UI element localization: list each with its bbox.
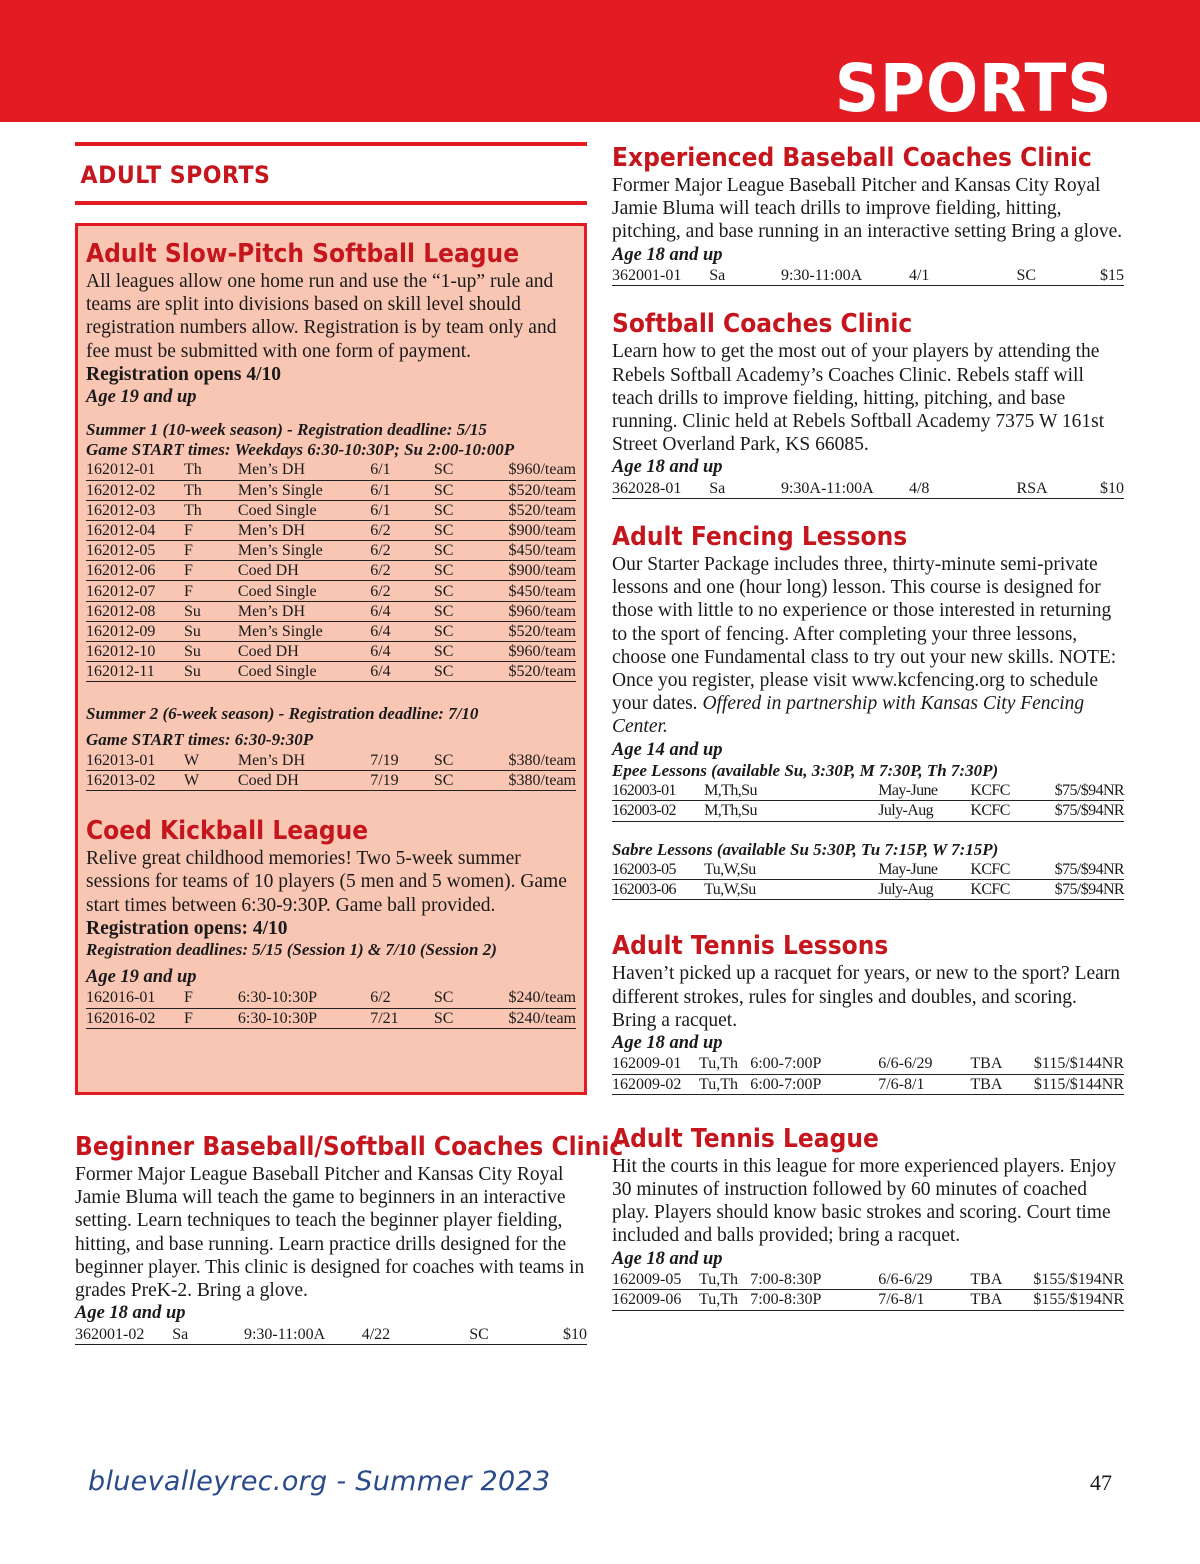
course-number: 162009-06 [612, 1290, 699, 1310]
program-description: Former Major League Baseball Pitcher and Kansas City Royal Jamie Bluma will teach the game to beginners in an interactive setting. Learn techniques to teach the beginner player fielding, hitting, and base running. Learn practice drills designed for the beginner player. This clinic is designed for coaches with teams in grades PreK-2. Bring a glove. [75, 1164, 585, 1302]
schedule-row [612, 801, 1124, 821]
schedule-cell: Th [184, 500, 238, 520]
age-requirement: Age 14 and up [612, 739, 723, 760]
schedule-cell: SC [434, 601, 488, 621]
schedule-cell: 9:30A-11:00A [781, 478, 909, 498]
course-number: 162003-01 [612, 781, 704, 801]
course-number: 162009-01 [612, 1054, 699, 1074]
program-title: Adult Tennis League [612, 1123, 879, 1154]
age-requirement: Age 19 and up [86, 966, 197, 987]
schedule-table [612, 1054, 1124, 1095]
schedule-cell: KCFC [970, 801, 1042, 821]
schedule-cell: July-Aug [878, 880, 970, 900]
course-fee: $960/team [488, 460, 576, 480]
registration-deadlines: Registration deadlines: 5/15 (Session 1) & 7/10 (Session 2) [86, 939, 497, 959]
course-number: 162016-02 [86, 1008, 184, 1028]
section-heading: ADULT SPORTS [80, 161, 271, 189]
schedule-row [612, 478, 1124, 498]
schedule-cell: 9:30-11:00A [781, 266, 909, 286]
schedule-cell: F [184, 581, 238, 601]
schedule-row [86, 662, 576, 682]
page-number: 47 [1090, 1470, 1112, 1495]
schedule-row [612, 781, 1124, 801]
course-fee: $75/$94NR [1042, 781, 1124, 801]
schedule-cell: Men’s DH [238, 601, 370, 621]
course-number: 162013-01 [86, 750, 184, 770]
program-description: All leagues allow one home run and use the “1-up” rule and teams are split into divisions based on skill level should registration numbers allow. Registration is by team only and fee must be submitted with one form of payment. [86, 271, 557, 362]
schedule-cell: 7/6-8/1 [878, 1074, 970, 1094]
course-fee: $10 [1078, 478, 1124, 498]
schedule-cell: Th [184, 460, 238, 480]
schedule-row [612, 880, 1124, 900]
schedule-cell: W [184, 750, 238, 770]
course-fee: $960/team [488, 601, 576, 621]
schedule-cell: Sa [172, 1324, 244, 1344]
schedule-cell: 7/21 [370, 1008, 434, 1028]
course-number: 162012-05 [86, 541, 184, 561]
schedule-cell: F [184, 541, 238, 561]
course-number: 362001-02 [75, 1324, 172, 1344]
kickball-program [86, 815, 576, 1028]
fencing-program [612, 521, 1124, 900]
age-requirement: Age 18 and up [612, 1248, 723, 1269]
age-requirement: Age 18 and up [612, 244, 723, 265]
schedule-cell: Men’s DH [238, 750, 370, 770]
course-fee: $155/$194NR [1033, 1271, 1124, 1289]
schedule-cell: SC [434, 662, 488, 682]
course-number: 162012-09 [86, 621, 184, 641]
schedule-cell: 7/19 [370, 750, 434, 770]
schedule-cell: May-June [878, 860, 970, 880]
schedule-table [612, 860, 1124, 901]
schedule-cell: Coed DH [238, 771, 370, 791]
schedule-cell: F [184, 1008, 238, 1028]
course-fee: $155/$194NR [1033, 1291, 1124, 1309]
softball-program [86, 238, 576, 791]
game-times: Game START times: Weekdays 6:30-10:30P; Su 2:00-10:00P [86, 439, 515, 459]
schedule-row [612, 1290, 1124, 1310]
schedule-cell: 6/6-6/29 [878, 1270, 970, 1290]
course-number: 162009-05 [612, 1270, 699, 1290]
schedule-cell: 6/4 [370, 621, 434, 641]
softball-clinic-program [612, 308, 1124, 499]
schedule-row [612, 1054, 1124, 1074]
schedule-cell: 4/22 [362, 1324, 470, 1344]
schedule-cell: 6/4 [370, 642, 434, 662]
schedule-row [86, 601, 576, 621]
schedule-cell: 6/2 [370, 541, 434, 561]
schedule-row [86, 500, 576, 520]
schedule-table [612, 266, 1124, 287]
schedule-cell: Men’s Single [238, 621, 370, 641]
schedule-cell: 7:00-8:30P [750, 1270, 878, 1290]
schedule-cell: SC [434, 561, 488, 581]
schedule-cell: SC [434, 750, 488, 770]
program-title: Adult Tennis Lessons [612, 931, 889, 962]
schedule-cell: Men’s DH [238, 520, 370, 540]
schedule-cell: 7/19 [370, 771, 434, 791]
schedule-row [86, 460, 576, 480]
program-description: Relive great childhood memories! Two 5-week summer sessions for teams of 10 players (5 men and 5 women). Game start times between 6:30-9:30P. Game ball provided. [86, 848, 567, 916]
course-fee: $900/team [488, 520, 576, 540]
course-fee: $960/team [488, 642, 576, 662]
schedule-cell: 6/1 [370, 500, 434, 520]
schedule-cell: SC [434, 460, 488, 480]
schedule-row [86, 621, 576, 641]
schedule-cell: 4/8 [909, 478, 1017, 498]
course-number: 162012-02 [86, 480, 184, 500]
schedule-row [612, 860, 1124, 880]
schedule-cell: SC [434, 480, 488, 500]
schedule-cell: 6/4 [370, 662, 434, 682]
header-banner [0, 0, 1200, 127]
course-fee: $520/team [488, 621, 576, 641]
course-number: 162003-02 [612, 801, 704, 821]
schedule-cell: SC [434, 642, 488, 662]
schedule-cell: Tu,Th [699, 1290, 750, 1310]
schedule-cell: KCFC [970, 860, 1042, 880]
schedule-row [86, 480, 576, 500]
schedule-cell: 4/1 [909, 266, 1017, 286]
schedule-cell: 6/1 [370, 480, 434, 500]
registration-opens: Registration opens 4/10 [86, 363, 281, 385]
course-number: 362028-01 [612, 478, 709, 498]
schedule-cell: SC [434, 1008, 488, 1028]
course-fee: $240/team [488, 1008, 576, 1028]
course-number: 162013-02 [86, 771, 184, 791]
schedule-cell: TBA [970, 1290, 1031, 1310]
schedule-table [86, 460, 576, 683]
season-heading: Summer 1 (10-week season) - Registration deadline: 5/15 [86, 419, 487, 439]
schedule-row [86, 642, 576, 662]
schedule-cell: 7/6-8/1 [878, 1290, 970, 1310]
experienced-clinic-program [612, 142, 1124, 286]
schedule-cell: SC [434, 541, 488, 561]
schedule-cell: Men’s Single [238, 480, 370, 500]
course-number: 162003-05 [612, 860, 704, 880]
schedule-cell: Su [184, 662, 238, 682]
schedule-table [86, 750, 576, 791]
course-number: 162003-06 [612, 880, 704, 900]
course-number: 162012-03 [86, 500, 184, 520]
beginner-clinic-program [75, 1131, 624, 1345]
course-fee: $10 [531, 1324, 587, 1344]
schedule-cell: Men’s DH [238, 460, 370, 480]
schedule-table [86, 988, 576, 1029]
course-fee: $115/$144NR [1032, 1074, 1124, 1094]
course-number: 162016-01 [86, 988, 184, 1008]
schedule-cell: KCFC [970, 781, 1042, 801]
schedule-cell: 6/2 [370, 561, 434, 581]
footer-site: bluevalleyrec.org - Summer 2023 [88, 1466, 551, 1497]
tennis-lessons-program [612, 930, 1124, 1094]
schedule-cell: SC [434, 771, 488, 791]
schedule-cell: SC [434, 621, 488, 641]
schedule-cell: 6/2 [370, 988, 434, 1008]
schedule-cell: Coed DH [238, 642, 370, 662]
course-number: 162009-02 [612, 1074, 699, 1094]
schedule-cell: Coed Single [238, 662, 370, 682]
schedule-cell: 6/2 [370, 520, 434, 540]
course-fee: $380/team [488, 750, 576, 770]
program-description: Hit the courts in this league for more experienced players. Enjoy 30 minutes of instruction followed by 60 minutes of coached play. Players should know basic strokes and scoring. Court time included and balls provided; bring a racquet. [612, 1155, 1117, 1247]
season-heading: Summer 2 (6-week season) - Registration deadline: 7/10 [86, 704, 479, 724]
schedule-cell: 6/2 [370, 581, 434, 601]
schedule-cell: Su [184, 642, 238, 662]
tennis-league-program [612, 1123, 1124, 1311]
registration-opens: Registration opens: 4/10 [86, 917, 288, 939]
course-fee: $380/team [488, 771, 576, 791]
league-box [75, 223, 587, 1095]
course-fee: $75/$94NR [1042, 801, 1124, 821]
schedule-row [86, 771, 576, 791]
schedule-row [86, 988, 576, 1008]
page-title: SPORTS [834, 50, 1112, 127]
program-title: Adult Slow-Pitch Softball League [86, 239, 520, 269]
course-number: 362001-01 [612, 266, 709, 286]
course-number: 162012-08 [86, 601, 184, 621]
schedule-cell: SC [434, 988, 488, 1008]
program-title: Softball Coaches Clinic [612, 309, 913, 340]
schedule-row [612, 266, 1124, 286]
schedule-cell: 6:00-7:00P [750, 1054, 878, 1074]
age-requirement: Age 19 and up [86, 386, 197, 407]
schedule-cell: TBA [970, 1054, 1031, 1074]
partner-note: Offered in partnership with Kansas City Fencing Center. [612, 693, 1085, 738]
schedule-cell: Su [184, 601, 238, 621]
schedule-cell: SC [1016, 266, 1077, 286]
schedule-table [612, 781, 1124, 822]
course-fee: $240/team [488, 988, 576, 1008]
schedule-cell: Tu,Th [699, 1054, 750, 1074]
schedule-cell: SC [469, 1324, 530, 1344]
program-description [612, 553, 1124, 739]
schedule-cell: Tu,W,Su [704, 860, 878, 880]
program-title: Coed Kickball League [86, 816, 369, 847]
schedule-cell: M,Th,Su [704, 801, 878, 821]
schedule-cell: Men’s Single [238, 541, 370, 561]
schedule-table [612, 1270, 1124, 1311]
schedule-cell: 6:00-7:00P [750, 1074, 878, 1094]
schedule-cell: Su [184, 621, 238, 641]
schedule-table [75, 1324, 587, 1345]
age-requirement: Age 18 and up [612, 457, 723, 478]
course-number: 162012-07 [86, 581, 184, 601]
program-title: Beginner Baseball/Softball Coaches Clinic [75, 1132, 624, 1162]
schedule-cell: TBA [970, 1074, 1031, 1094]
schedule-cell: F [184, 520, 238, 540]
schedule-cell: Sa [709, 266, 781, 286]
schedule-cell: 6/1 [370, 460, 434, 480]
right-column [612, 142, 1124, 1311]
course-fee: $75/$94NR [1042, 860, 1124, 880]
course-fee: $520/team [488, 480, 576, 500]
schedule-row [86, 520, 576, 540]
program-description: Former Major League Baseball Pitcher and Kansas City Royal Jamie Bluma will teach drills to improve fielding, hitting, pitching, and base running in an interactive setting Bring a glove. [612, 175, 1123, 243]
schedule-cell: 6/6-6/29 [878, 1054, 970, 1074]
schedule-cell: SC [434, 581, 488, 601]
schedule-row [86, 541, 576, 561]
schedule-cell: SC [434, 500, 488, 520]
course-number: 162012-10 [86, 642, 184, 662]
age-requirement: Age 18 and up [75, 1303, 186, 1324]
description-text: Our Starter Package includes three, thirty-minute semi-private lessons and one (hour long) lesson. This course is designed for those with little to no experience or those interested in returning to the sport of fencing. After completing your three lessons, choose one Fundamental class to try out your new skills. NOTE: Once you register, please visit www.kcfencing.org to schedule your dates. [612, 554, 1117, 715]
course-number: 162012-11 [86, 662, 184, 682]
program-title: Adult Fencing Lessons [612, 522, 908, 552]
program-title: Experienced Baseball Coaches Clinic [612, 143, 1092, 173]
program-description: Haven’t picked up a racquet for years, or new to the sport? Learn different strokes, rules for singles and doubles, and scoring. Bring a racquet. [612, 963, 1121, 1031]
game-times: Game START times: 6:30-9:30P [86, 730, 314, 750]
schedule-cell: RSA [1016, 478, 1077, 498]
schedule-row [86, 581, 576, 601]
course-fee: $15 [1078, 266, 1124, 286]
schedule-cell: Th [184, 480, 238, 500]
schedule-cell: Coed DH [238, 561, 370, 581]
course-fee: $520/team [488, 662, 576, 682]
schedule-cell: 6/4 [370, 601, 434, 621]
lesson-heading: Sabre Lessons (available Su 5:30P, Tu 7:15P, W 7:15P) [612, 839, 999, 859]
schedule-cell: Coed Single [238, 500, 370, 520]
schedule-cell: F [184, 561, 238, 581]
course-number: 162012-01 [86, 460, 184, 480]
schedule-row [75, 1324, 587, 1344]
course-fee: $115/$144NR [1032, 1054, 1124, 1074]
schedule-cell: SC [434, 520, 488, 540]
age-requirement: Age 18 and up [612, 1032, 723, 1053]
course-fee: $520/team [488, 500, 576, 520]
schedule-row [612, 1270, 1124, 1290]
schedule-row [612, 1074, 1124, 1094]
course-number: 162012-06 [86, 561, 184, 581]
schedule-cell: July-Aug [878, 801, 970, 821]
schedule-cell: 6:30-10:30P [238, 988, 370, 1008]
course-fee: $900/team [488, 561, 576, 581]
course-fee: $75/$94NR [1042, 880, 1124, 900]
schedule-row [86, 750, 576, 770]
course-fee: $450/team [488, 581, 576, 601]
schedule-cell: Coed Single [238, 581, 370, 601]
schedule-cell: W [184, 771, 238, 791]
course-fee: $450/team [488, 541, 576, 561]
schedule-cell: Tu,Th [699, 1074, 750, 1094]
left-column [75, 142, 624, 1345]
schedule-cell: 6:30-10:30P [238, 1008, 370, 1028]
course-number: 162012-04 [86, 520, 184, 540]
section-rule-bottom [75, 201, 587, 205]
schedule-table [612, 478, 1124, 499]
schedule-cell: 7:00-8:30P [750, 1290, 878, 1310]
schedule-cell: Tu,Th [699, 1270, 750, 1290]
schedule-cell: Sa [709, 478, 781, 498]
schedule-cell: 9:30-11:00A [244, 1324, 362, 1344]
schedule-cell: M,Th,Su [704, 781, 878, 801]
schedule-cell: TBA [970, 1270, 1031, 1290]
lesson-heading: Epee Lessons (available Su, 3:30P, M 7:30P, Th 7:30P) [612, 760, 999, 780]
schedule-cell: Tu,W,Su [704, 880, 878, 900]
schedule-row [86, 1008, 576, 1028]
program-description: Learn how to get the most out of your players by attending the Rebels Softball Academy’s Coaches Clinic. Rebels staff will teach drills to improve fielding, hitting, pitching, and base running. Clinic held at Rebels Softball Academy 7375 W 161st Street Overland Park, KS 66085. [612, 341, 1105, 456]
schedule-row [86, 561, 576, 581]
schedule-cell: May-June [878, 781, 970, 801]
schedule-cell: KCFC [970, 880, 1042, 900]
schedule-cell: F [184, 988, 238, 1008]
